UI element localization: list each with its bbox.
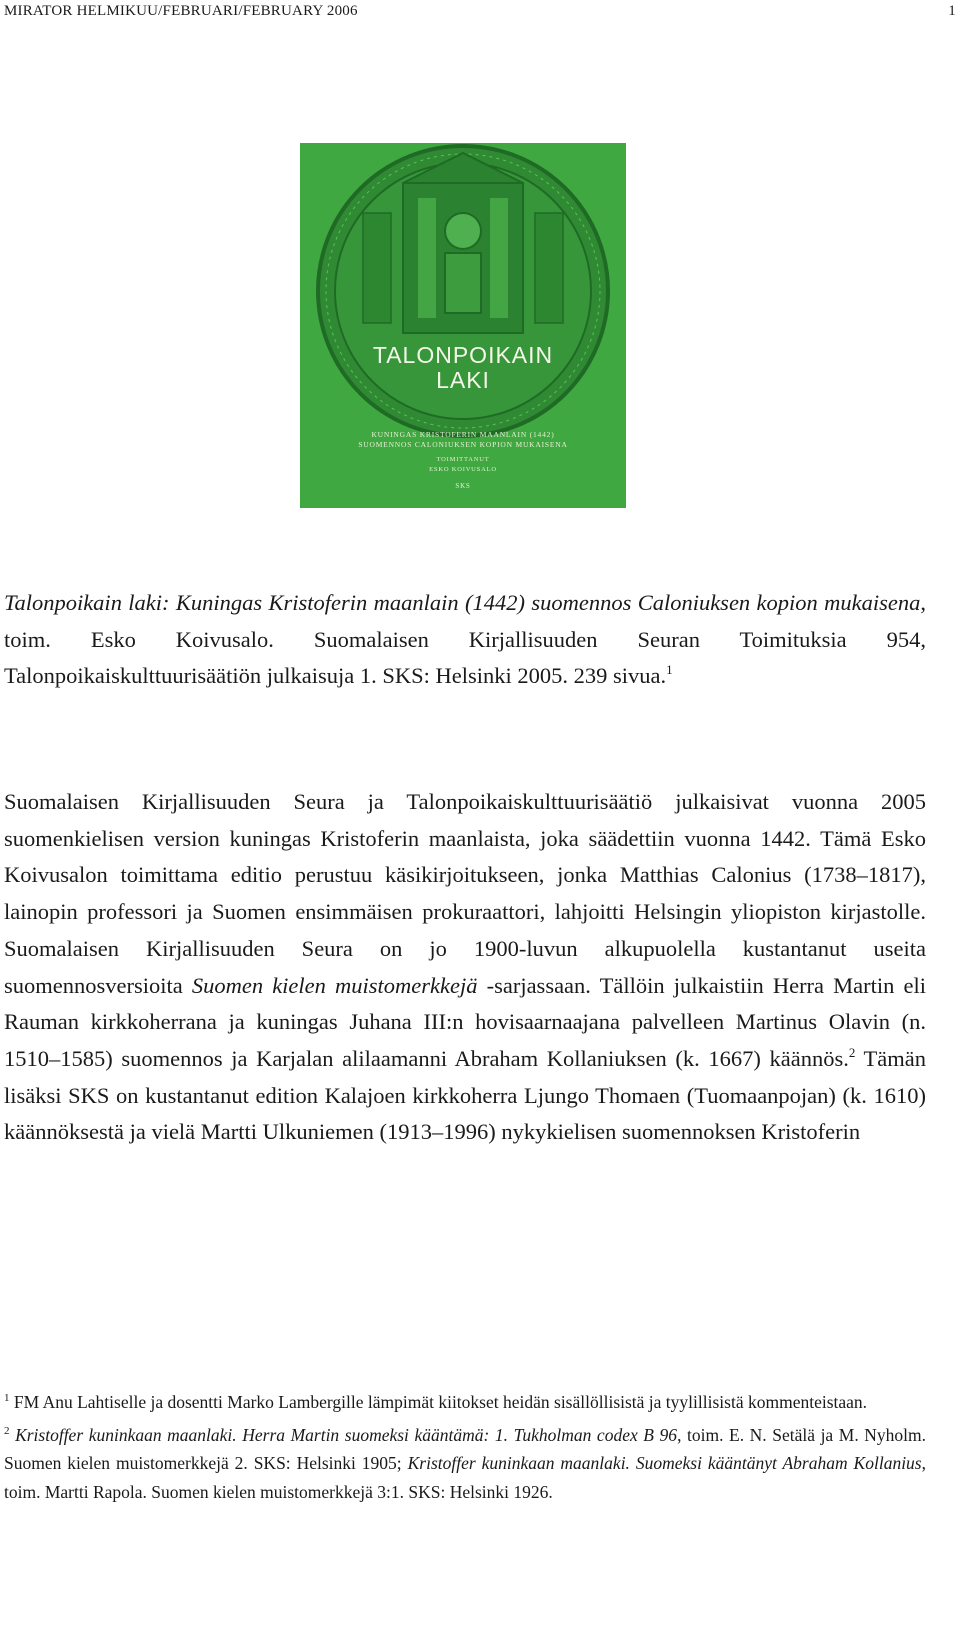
footnote-2-text-b: , toim. Martti Rapola. Suomen kielen muistomerkkejä 3:1. SKS: Helsinki 1926. [4,1453,926,1502]
body-text-part1: Suomalaisen Kirjallisuuden Seura ja Talonpoikaiskulttuurisäätiö julkaisivat vuonna 2005 suomenkielisen version kuningas Kristoferin maanlaista, joka säädettiin vuonna 1442. Tämä Esko Koivusalon toimittama editio perustuu käsikirjoitukseen, jonka Matthias Calonius (1738–1817), lainopin professori ja Suomen ensimmäisen prokuraattori, lahjoitti Helsingin yliopiston kirjastolle. Suomalaisen Kirjallisuuden Seura on jo 1900-luvun alkupuolella kustantanut useita suomennosversioita [4,789,926,998]
running-head [4,0,956,22]
body-text-part3: Tämän lisäksi SKS on kustantanut edition Kalajoen kirkkoherra Ljungo Thomaen (Tuomaanpojan) (k. 1610) käännöksestä ja vielä Martti Ulkuniemen (1913–1996) nykykielisen suomennoksen Kristoferin [4,1045,927,1145]
footnote-1-text: FM Anu Lahtiselle ja dosentti Marko Lambergille lämpimät kiitokset heidän sisällöllisistä ja tyylillisistä kommenteistaan. [9,1392,868,1412]
book-citation [4,585,926,695]
cover-subtitle: KUNINGAS KRISTOFERIN MAANLAIN (1442) [371,430,555,439]
footnote-2-text-a: , toim. E. N. Setälä ja M. Nyholm. Suomen kielen muistomerkkejä 2. SKS: Helsinki 1905; [4,1424,926,1473]
footnote-2 [4,1421,926,1507]
footnote-1-number: 1 [4,1392,10,1404]
footnotes [4,1388,926,1506]
cover-editor-name: ESKO KOIVUSALO [429,466,497,473]
body-paragraph [4,784,926,1151]
cover-title-line2: LAKI [436,367,490,393]
cover-title: TALONPOIKAIN [372,342,554,368]
book-cover-image [300,143,626,508]
cover-publisher-mark: SKS [455,482,471,490]
series-title: Suomen kielen muistomerkkejä [191,972,478,998]
cover-editor-label: TOIMITTANUT [436,456,490,463]
footnote-ref-2[interactable]: 2 [848,1044,856,1060]
citation-details: , toim. Esko Koivusalo. Suomalaisen Kirjallisuuden Seuran Toimituksia 954, Talonpoikaiskulttuurisäätiön julkaisuja 1. SKS: Helsinki 2005. 239 sivua. [4,590,926,689]
page-number: 1 [948,3,956,19]
journal-title: MIRATOR HELMIKUU/FEBRUARI/FEBRUARY 2006 [4,3,358,19]
footnote-1 [4,1388,926,1417]
footnote-ref-1[interactable]: 1 [666,662,673,678]
cover-subtitle-line2: SUOMENNOS CALONIUKSEN KOPION MUKAISENA [358,440,568,449]
body-text-part2: -sarjassaan. Tällöin julkaistiin Herra Martin eli Rauman kirkkoherrana ja kuningas Juhana III:n hovisaarnaajana palvelleen Martinus Olavin (n. 1510–1585) suomennos ja Karjalan alilaamanni Abraham Kollaniuksen (k. 1667) käännös. [4,972,926,1071]
footnote-2-title-b: Kristoffer kuninkaan maanlaki. Suomeksi kääntänyt Abraham Kollanius [407,1453,922,1473]
footnote-2-number: 2 [4,1424,10,1437]
footnote-2-title-a: Kristoffer kuninkaan maanlaki. Herra Martin suomeksi kääntämä: 1. Tukholman codex B 96 [9,1424,678,1445]
citation-title: Talonpoikain laki: Kuningas Kristoferin maanlain (1442) suomennos Caloniuksen kopion mukaisena [4,590,921,615]
seal-illustration [300,143,626,508]
